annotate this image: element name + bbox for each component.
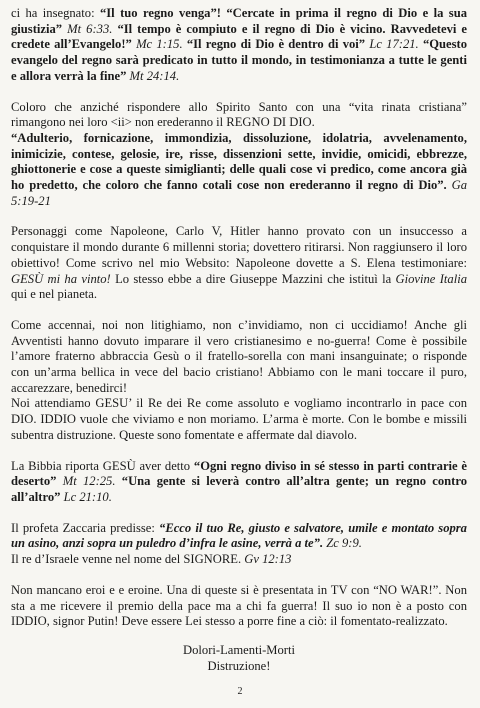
reference: Zc 9:9. — [323, 536, 362, 551]
page-number: 2 — [237, 686, 243, 697]
italic-text: GESÙ mi ha vinto! — [11, 271, 111, 286]
paragraph-works-of-flesh — [11, 100, 467, 210]
text: ci ha insegnato: — [11, 6, 100, 20]
reference: Mt 12:25. — [56, 474, 122, 489]
quote-bold: “Il tempo è compiuto e il regno di Dio è vicino. Ravvedetevi e credete all’Evangelo!” — [11, 21, 467, 52]
text: Personaggi come Napoleone, Carlo V, Hitler hanno provato con un insuccesso a conquistare il mondo durante 6 millenni storia; dovettero ritirarsi. Non raggiunsero il loro obiettivo! Come scrivo nel mio Websito: Napoleone dovette a S. Elena testimoniare: — [11, 224, 467, 270]
closing-line-1: Dolori-Lamenti-Morti — [183, 642, 295, 657]
paragraph-heroes — [11, 583, 467, 630]
text: Il profeta Zaccaria predisse: — [11, 520, 160, 535]
quote-bold: “Il tuo regno venga”! “Cercate in prima il regno di Dio e la sua giustizia” — [11, 6, 467, 36]
reference: Ga 5:19-21 — [11, 178, 467, 208]
reference: Lc 17:21. — [365, 37, 423, 52]
text: Il re d’Israele venne nel nome del SIGNORE. — [11, 552, 242, 567]
paragraph-bible-kingdom-divided — [11, 459, 467, 506]
reference: Lc 21:10. — [60, 489, 112, 504]
paragraph-no-war — [11, 318, 467, 444]
reference: Gv 12:13 — [241, 552, 292, 567]
quote-bold: “Ogni regno diviso in sé stesso in parti contrarie è deserto” — [11, 458, 467, 489]
text: Coloro che anziché rispondere allo Spirito Santo con una “vita rinata cristiana” rimangono nei loro <ii> non erederanno il REGNO DI DIO. — [11, 99, 467, 130]
quote-bold: “Una gente si leverà contro all’altra gente; un regno contro all’altro” — [11, 474, 467, 504]
paragraph-kingdom-quotes — [11, 6, 467, 85]
text: La Bibbia riporta GESÙ aver detto — [11, 458, 194, 473]
paragraph-zechariah — [11, 521, 467, 568]
closing-line-2: Distruzione! — [207, 658, 271, 673]
reference: Mt 24:14. — [126, 68, 180, 83]
text: Noi attendiamo GESU’ il Re dei Re come assoluto e vogliamo incontrarlo in pace con DIO. IDDIO vuole che viviamo e non moriamo. L’arma è morte. Con le bombe e missili subentra distruzione. Queste sono fomentate e affermate dal diavolo. — [11, 396, 467, 442]
quote-bold: “Il regno di Dio è dentro di voi” — [186, 37, 366, 52]
reference: Mt 6:33. — [62, 21, 118, 36]
text: Come accennai, noi non litighiamo, non c’invidiamo, non ci uccidiamo! Anche gli Avventisti hanno dovuto imparare il vero cristianesimo e no-guerra! Come è possibile l’amore fraterno abbraccia Gesù o il fratello-sorella con mani insanguinate; o risponde con un’arma bellica in vece del bacio cristiano! Abbiamo con le mani toccare il puro, accarezzare, benedirci! — [11, 317, 467, 395]
quote-bold-italic: “Ecco il tuo Re, giusto e salvatore, umile e montato sopra un asino, anzi sopra un puledro d’infra le asine, verrà a te”. — [11, 520, 467, 551]
quote-bold: “Questo evangelo del regno sarà predicato in tutto il mondo, in testimonianza a tutte le genti e allora verrà la fine” — [11, 37, 468, 83]
text: Lo stesso ebbe a dire Giuseppe Mazzini che istituì la — [110, 271, 396, 286]
quote-bold: “Adulterio, fornicazione, immondizia, dissoluzione, idolatria, avvelenamento, inimicizie, contese, gelosie, ire, risse, dissenzioni sette, invidie, omicidi, ebbrezze, ghiottonerie e cose a queste simiglianti; delle quali cose vi predico, come ancora già ho predetto, che coloro che fanno cotali cose non erederanno il regno di Dio”. — [11, 130, 467, 193]
text: Non mancano eroi e e eroine. Una di queste si è presentata in TV con “NO WAR!”. Non sta a me ricevere il premio della pace ma a chi fa guerra! Il suo io non è a posto con IDDIO, signor Putin! Deve essere Lei stesso a porre fine a ciò: il fomentato-realizzato. — [11, 582, 467, 629]
text: qui e nel pianeta. — [11, 287, 98, 302]
reference: Mc 1:15. — [131, 37, 187, 52]
paragraph-conquerors — [11, 224, 467, 303]
italic-text: Giovine Italia — [395, 271, 467, 286]
